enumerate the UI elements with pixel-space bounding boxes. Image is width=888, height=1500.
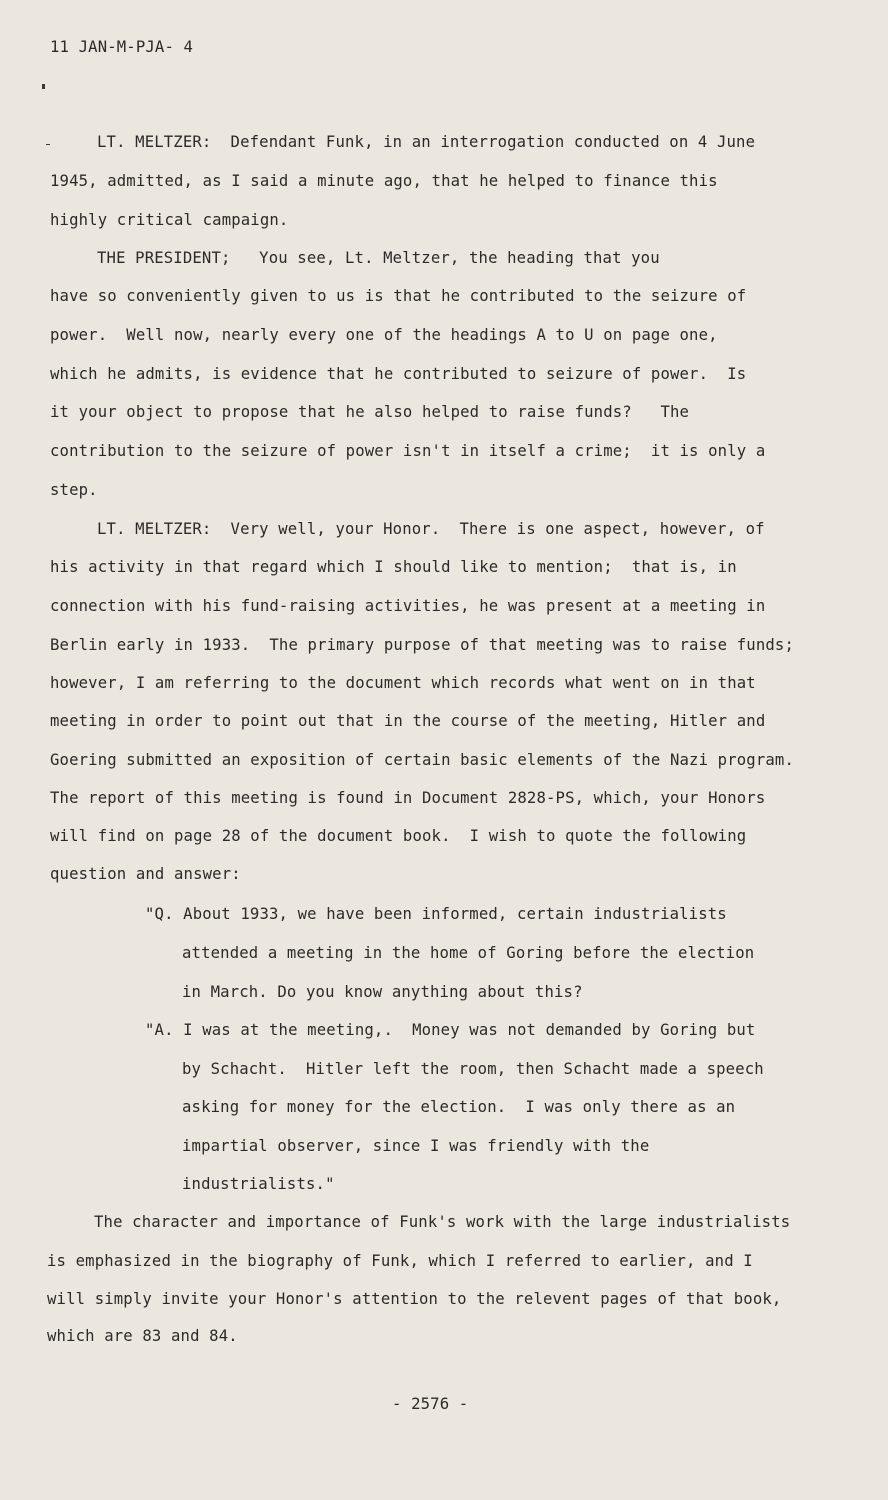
quote-answer-line-4: impartial observer, since I was friendly with the [182,1137,650,1155]
quote-answer-line-1: "A. I was at the meeting,. Money was not demanded by Goring but [145,1021,756,1039]
paragraph-6-line-2: is emphasized in the biography of Funk, which I referred to earlier, and I [47,1252,753,1270]
quote-answer-line-3: asking for money for the election. I was only there as an [182,1098,736,1116]
quote-answer-line-2: by Schacht. Hitler left the room, then Schacht made a speech [182,1060,764,1078]
quote-question-line-1: "Q. About 1933, we have been informed, certain industrialists [145,905,727,923]
paragraph-6-line-1: The character and importance of Funk's work with the large industrialists [94,1213,791,1231]
paragraph-3-line-10: question and answer: [50,865,241,883]
paragraph-3-line-8: The report of this meeting is found in Document 2828-PS, which, your Honors [50,789,766,807]
scan-mark [46,144,50,145]
paragraph-2-line-6: contribution to the seizure of power isn't in itself a crime; it is only a [50,442,766,460]
page-header-code: 11 JAN-M-PJA- 4 [50,38,194,56]
paragraph-2-line-1: THE PRESIDENT; You see, Lt. Meltzer, the heading that you [97,249,660,267]
paragraph-2-line-7: step. [50,481,98,499]
paragraph-2-line-3: power. Well now, nearly every one of the headings A to U on page one, [50,326,718,344]
paragraph-3-line-5: however, I am referring to the document which records what went on in that [50,674,756,692]
paragraph-3-line-3: connection with his fund-raising activities, he was present at a meeting in [50,597,766,615]
paragraph-1-line-3: highly critical campaign. [50,211,289,229]
quote-answer-line-5: industrialists." [182,1175,335,1193]
paragraph-2-line-2: have so conveniently given to us is that he contributed to the seizure of [50,287,747,305]
paragraph-1-line-2: 1945, admitted, as I said a minute ago, that he helped to finance this [50,172,718,190]
paragraph-6-line-3: will simply invite your Honor's attention to the relevent pages of that book, [47,1290,782,1308]
quote-question-line-2: attended a meeting in the home of Goring before the election [182,944,755,962]
paragraph-3-line-2: his activity in that regard which I should like to mention; that is, in [50,558,737,576]
quote-question-line-3: in March. Do you know anything about this? [182,983,583,1001]
paragraph-1-line-1: LT. MELTZER: Defendant Funk, in an interrogation conducted on 4 June [97,133,756,151]
paragraph-3-line-7: Goering submitted an exposition of certain basic elements of the Nazi program. [50,751,794,769]
paragraph-3-line-9: will find on page 28 of the document book. I wish to quote the following [50,827,747,845]
paragraph-3-line-4: Berlin early in 1933. The primary purpose of that meeting was to raise funds; [50,636,794,654]
paragraph-2-line-5: it your object to propose that he also helped to raise funds? The [50,403,690,421]
paragraph-6-line-4: which are 83 and 84. [47,1327,238,1345]
page-number: - 2576 - [392,1395,469,1413]
paragraph-3-line-1: LT. MELTZER: Very well, your Honor. There is one aspect, however, of [97,520,765,538]
paragraph-3-line-6: meeting in order to point out that in the course of the meeting, Hitler and [50,712,766,730]
paragraph-2-line-4: which he admits, is evidence that he contributed to seizure of power. Is [50,365,747,383]
scan-mark [42,84,45,89]
